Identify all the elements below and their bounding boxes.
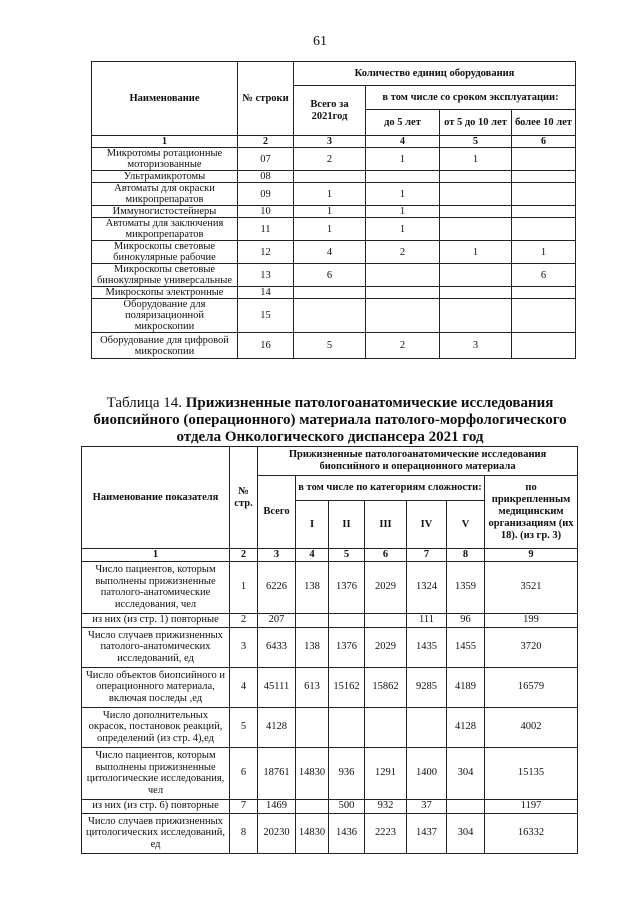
t1-cell-5to10 [440, 264, 512, 287]
t1-cell-up5: 1 [366, 206, 440, 218]
t2-cell-no: 8 [230, 813, 258, 853]
t2-cell-c5: 304 [447, 813, 485, 853]
t2-cell-c5: 304 [447, 747, 485, 799]
t1-cell-over10 [512, 218, 576, 241]
t1-cell-name: Оборудование для цифровой микроскопии [92, 333, 238, 359]
t1-cell-5to10 [440, 299, 512, 333]
table-row [82, 561, 578, 613]
t1-cell-up5 [366, 287, 440, 299]
t1-header-name: Наименование [92, 62, 238, 136]
t1-cell-5to10 [440, 171, 512, 183]
t2-cell-total: 1469 [258, 799, 296, 813]
t1-cell-5to10 [440, 218, 512, 241]
t2-cell-total: 6226 [258, 561, 296, 613]
t2-cell-c2: 1376 [329, 627, 365, 667]
t2-header-group: Прижизненные патологоанатомические исследования биопсийного и операционного материала [258, 447, 578, 476]
t2-cell-c2: 1436 [329, 813, 365, 853]
t2-cell-no: 5 [230, 707, 258, 747]
t2-cell-c1: 613 [296, 667, 329, 707]
t1-cell-over10 [512, 299, 576, 333]
t2-header-c2: II [329, 501, 365, 549]
t1-cell-total [294, 299, 366, 333]
t1-header-incl: в том числе со сроком эксплуатации: [366, 86, 576, 110]
t2-index-cell: 9 [485, 549, 578, 562]
t1-cell-over10 [512, 171, 576, 183]
t2-cell-c1: 138 [296, 561, 329, 613]
t2-cell-attached: 16579 [485, 667, 578, 707]
t2-cell-name: из них (из стр. 6) повторные [82, 799, 230, 813]
t1-cell-name: Ультрамикротомы [92, 171, 238, 183]
t2-header-attached: по прикрепленным медицинским организациям (их 18). (из гр. 3) [485, 476, 578, 549]
t1-cell-over10 [512, 287, 576, 299]
t1-cell-over10 [512, 333, 576, 359]
t2-cell-c5: 4189 [447, 667, 485, 707]
t1-cell-total [294, 287, 366, 299]
t2-header-c1: I [296, 501, 329, 549]
t2-index-cell: 5 [329, 549, 365, 562]
t1-cell-total: 5 [294, 333, 366, 359]
table-row [82, 627, 578, 667]
t2-cell-attached: 4002 [485, 707, 578, 747]
table-row [82, 667, 578, 707]
t2-cell-c1 [296, 613, 329, 627]
page-number: 61 [313, 34, 327, 49]
t2-cell-no: 1 [230, 561, 258, 613]
t2-cell-total: 18761 [258, 747, 296, 799]
t1-cell-5to10 [440, 287, 512, 299]
t1-cell-up5: 1 [366, 218, 440, 241]
t1-cell-up5: 1 [366, 148, 440, 171]
t2-cell-c3: 932 [365, 799, 407, 813]
table-row [92, 299, 576, 333]
t2-index-cell: 4 [296, 549, 329, 562]
t1-cell-name: Микроскопы световые бинокулярные универсальные [92, 264, 238, 287]
t1-cell-up5 [366, 299, 440, 333]
t2-cell-c3 [365, 707, 407, 747]
table-row [92, 264, 576, 287]
t1-cell-total: 6 [294, 264, 366, 287]
t2-cell-name: Число объектов биопсийного и операционного материала, включая последы ,ед [82, 667, 230, 707]
table-row [82, 813, 578, 853]
table-row [82, 747, 578, 799]
t1-cell-over10: 6 [512, 264, 576, 287]
t2-cell-no: 4 [230, 667, 258, 707]
t1-cell-total: 4 [294, 241, 366, 264]
t2-cell-c1: 14830 [296, 747, 329, 799]
t2-cell-total: 20230 [258, 813, 296, 853]
t2-cell-name: Число случаев прижизненных цитологических исследований, ед [82, 813, 230, 853]
t1-index-cell: 5 [440, 136, 512, 148]
t2-cell-c3: 15862 [365, 667, 407, 707]
t2-cell-c2: 500 [329, 799, 365, 813]
t1-cell-total: 1 [294, 183, 366, 206]
t1-cell-name: Оборудование для поляризационной микроскопии [92, 299, 238, 333]
t1-cell-5to10: 3 [440, 333, 512, 359]
t2-header-incl: в том числе по категориям сложности: [296, 476, 485, 501]
t1-cell-no: 13 [238, 264, 294, 287]
t2-cell-name: Число пациентов, которым выполнены прижизненные патолого-анатомические исследования, чел [82, 561, 230, 613]
t1-cell-up5: 2 [366, 333, 440, 359]
t2-cell-c1: 138 [296, 627, 329, 667]
t1-cell-no: 15 [238, 299, 294, 333]
t1-index-cell: 2 [238, 136, 294, 148]
t1-header-up5: до 5 лет [366, 110, 440, 136]
t1-cell-total [294, 171, 366, 183]
t2-cell-c4: 37 [407, 799, 447, 813]
t2-cell-c3: 2223 [365, 813, 407, 853]
t2-cell-c2: 1376 [329, 561, 365, 613]
t2-cell-c4: 9285 [407, 667, 447, 707]
t2-cell-c5: 96 [447, 613, 485, 627]
t2-cell-no: 6 [230, 747, 258, 799]
t2-cell-c4 [407, 707, 447, 747]
t2-cell-total: 45111 [258, 667, 296, 707]
t2-header-c4: IV [407, 501, 447, 549]
t1-cell-total: 2 [294, 148, 366, 171]
biopsy-table [81, 446, 578, 854]
t2-cell-attached: 3521 [485, 561, 578, 613]
caption-title: Прижизненные патологоанатомические исследования биопсийного (операционного) материала патолого-морфологического отдела Онкологического диспансера 2021 год [93, 395, 567, 445]
t1-cell-no: 14 [238, 287, 294, 299]
table-row [92, 183, 576, 206]
t1-cell-5to10: 1 [440, 241, 512, 264]
t2-cell-name: Число дополнительных окрасок, постановок реакций, определений (из стр. 4),ед [82, 707, 230, 747]
t2-cell-c2: 15162 [329, 667, 365, 707]
t2-cell-name: Число пациентов, которым выполнены прижизненные цитологические исследования, чел [82, 747, 230, 799]
t2-cell-c4: 1324 [407, 561, 447, 613]
t2-cell-attached: 16332 [485, 813, 578, 853]
table-row [82, 613, 578, 627]
t2-cell-total: 6433 [258, 627, 296, 667]
t2-cell-c5: 4128 [447, 707, 485, 747]
t1-cell-over10 [512, 206, 576, 218]
t2-index-cell: 8 [447, 549, 485, 562]
t2-cell-attached: 199 [485, 613, 578, 627]
t1-cell-total: 1 [294, 206, 366, 218]
t2-header-total: Всего [258, 476, 296, 549]
t2-cell-c1 [296, 707, 329, 747]
t1-cell-name: Автоматы для окраски микропрепаратов [92, 183, 238, 206]
t1-cell-name: Иммуногистостейнеры [92, 206, 238, 218]
t2-cell-no: 3 [230, 627, 258, 667]
t2-cell-c5: 1359 [447, 561, 485, 613]
t2-header-row-no: № стр. [230, 447, 258, 549]
t2-cell-c5: 1455 [447, 627, 485, 667]
table-row [92, 171, 576, 183]
t1-cell-name: Микроскопы световые бинокулярные рабочие [92, 241, 238, 264]
t2-cell-name: из них (из стр. 1) повторные [82, 613, 230, 627]
t1-index-cell: 1 [92, 136, 238, 148]
t2-cell-c1 [296, 799, 329, 813]
t2-cell-c3: 1291 [365, 747, 407, 799]
t1-header-row-no: № строки [238, 62, 294, 136]
t1-cell-up5 [366, 171, 440, 183]
t1-cell-up5: 1 [366, 183, 440, 206]
t2-header-c5: V [447, 501, 485, 549]
t2-cell-c2 [329, 613, 365, 627]
t2-cell-c4: 1437 [407, 813, 447, 853]
t1-header-qty: Количество единиц оборудования [294, 62, 576, 86]
t1-cell-no: 12 [238, 241, 294, 264]
t1-cell-over10 [512, 148, 576, 171]
t2-cell-c3 [365, 613, 407, 627]
t1-cell-5to10 [440, 183, 512, 206]
t2-cell-no: 7 [230, 799, 258, 813]
t2-cell-no: 2 [230, 613, 258, 627]
t2-cell-name: Число случаев прижизненных патолого-анатомических исследований, ед [82, 627, 230, 667]
t1-cell-no: 07 [238, 148, 294, 171]
t2-cell-c3: 2029 [365, 561, 407, 613]
t2-index-cell: 3 [258, 549, 296, 562]
t1-cell-up5: 2 [366, 241, 440, 264]
t2-cell-attached: 3720 [485, 627, 578, 667]
t1-cell-5to10 [440, 206, 512, 218]
t2-cell-c5 [447, 799, 485, 813]
t1-header-total: Всего за 2021год [294, 86, 366, 136]
t1-cell-no: 09 [238, 183, 294, 206]
table-row [92, 218, 576, 241]
table-row [92, 148, 576, 171]
table14-caption [70, 395, 590, 446]
table-row [92, 287, 576, 299]
t2-cell-c4: 1400 [407, 747, 447, 799]
t1-cell-no: 08 [238, 171, 294, 183]
t2-index-cell: 2 [230, 549, 258, 562]
t1-cell-total: 1 [294, 218, 366, 241]
t2-cell-attached: 15135 [485, 747, 578, 799]
t1-index-cell: 6 [512, 136, 576, 148]
t2-index-cell: 6 [365, 549, 407, 562]
table-row [82, 799, 578, 813]
t1-header-5to10: от 5 до 10 лет [440, 110, 512, 136]
t2-header-name: Наименование показателя [82, 447, 230, 549]
t2-cell-c2 [329, 707, 365, 747]
table-row [92, 333, 576, 359]
t1-index-cell: 4 [366, 136, 440, 148]
caption-lead: Таблица 14. [106, 395, 182, 411]
t1-cell-no: 11 [238, 218, 294, 241]
t2-cell-total: 4128 [258, 707, 296, 747]
t2-cell-c3: 2029 [365, 627, 407, 667]
t1-cell-name: Микроскопы электронные [92, 287, 238, 299]
table-row [82, 707, 578, 747]
t1-cell-up5 [366, 264, 440, 287]
t2-header-c3: III [365, 501, 407, 549]
t2-cell-attached: 1197 [485, 799, 578, 813]
t2-index-cell: 1 [82, 549, 230, 562]
t1-cell-name: Микротомы ротационные моторизованные [92, 148, 238, 171]
t2-cell-c2: 936 [329, 747, 365, 799]
t1-cell-no: 10 [238, 206, 294, 218]
t1-cell-no: 16 [238, 333, 294, 359]
t1-index-cell: 3 [294, 136, 366, 148]
t1-cell-over10 [512, 183, 576, 206]
table-row [92, 241, 576, 264]
t2-cell-c1: 14830 [296, 813, 329, 853]
t2-index-cell: 7 [407, 549, 447, 562]
t1-cell-name: Автоматы для заключения микропрепаратов [92, 218, 238, 241]
t2-cell-c4: 1435 [407, 627, 447, 667]
table-row [92, 206, 576, 218]
t1-header-over10: более 10 лет [512, 110, 576, 136]
t2-cell-total: 207 [258, 613, 296, 627]
t2-cell-c4: 111 [407, 613, 447, 627]
t1-cell-5to10: 1 [440, 148, 512, 171]
equipment-table [91, 61, 576, 359]
t1-cell-over10: 1 [512, 241, 576, 264]
